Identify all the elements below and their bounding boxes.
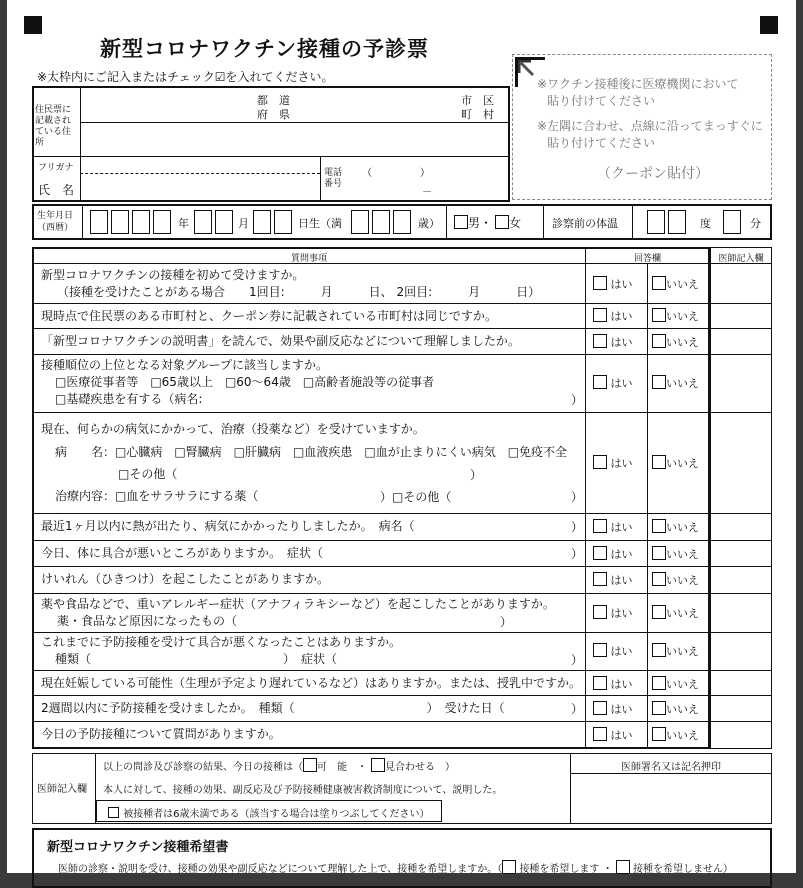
answer-8 (593, 572, 633, 588)
city-label-1: 市 区 (461, 94, 494, 107)
day-age-label: 日生（満 (298, 217, 342, 230)
phone-input[interactable] (350, 160, 506, 198)
divider (33, 513, 772, 514)
no-label: いいえ (666, 729, 699, 742)
doctor-notes-column (710, 247, 772, 749)
question-6-paren: ） (571, 520, 584, 534)
phone-paren-open: （ (362, 168, 372, 179)
coupon-placeholder: （クーポン貼付） (597, 166, 709, 182)
female-checkbox[interactable] (495, 215, 509, 229)
answer-7-no (652, 546, 699, 562)
coupon-note-1: ※ワクチン接種後に医療機関において (537, 77, 739, 91)
no-checkbox[interactable] (652, 605, 666, 619)
answer-10-no (652, 643, 699, 659)
answer-12 (593, 701, 633, 717)
answer-3-no (652, 334, 699, 350)
divider (632, 205, 633, 239)
answer-2 (593, 308, 633, 324)
question-9 (41, 596, 555, 630)
yes-checkbox[interactable] (593, 334, 607, 348)
yes-label: はい (610, 645, 633, 658)
doctor-header: 医師記入欄 (718, 254, 764, 264)
question-2-text: 現時点で住民票のある市町村と、クーポン券に記載されている市町村は同じですか。 (41, 309, 498, 323)
yes-checkbox[interactable] (593, 375, 607, 389)
question-5-diseases: 病 名：□心臓病 □腎臓病 □肝臓病 □血液疾患 □血が止まりにくい病気 □免疫不全 (55, 445, 568, 459)
no-checkbox[interactable] (652, 676, 666, 690)
divider (543, 205, 544, 239)
question-4 (41, 357, 434, 408)
answer-7 (593, 546, 633, 562)
question-11-text: 現在妊娠している可能性（生理が予定より遅れているなど）はありますか。または、授乳中ですか。 (41, 676, 582, 690)
no-label: いいえ (666, 548, 699, 561)
signature-label: 医師署名又は記名押印 (621, 762, 721, 773)
no-label: いいえ (666, 678, 699, 691)
yes-label: はい (610, 521, 633, 534)
age-close-label: 歳） (418, 217, 440, 230)
answer-11-no (652, 676, 699, 692)
question-4-disease: □基礎疾患を有する（病名: (55, 392, 203, 406)
divider (320, 156, 321, 201)
sex-field (454, 214, 521, 231)
divider (33, 540, 772, 541)
question-13-text: 今日の予防接種について質問がありますか。 (41, 727, 281, 741)
name-label: 氏 名 (38, 183, 75, 197)
no-checkbox[interactable] (652, 375, 666, 389)
no-checkbox[interactable] (652, 334, 666, 348)
question-1-dates: （接種を受けたことがある場合 1回目: 月 日、 2回目: 月 日） (57, 285, 541, 299)
yes-label: はい (610, 607, 633, 620)
no-label: いいえ (666, 336, 699, 349)
temperature-label: 診察前の体温 (552, 217, 618, 230)
divider (80, 173, 320, 174)
answer-header: 回答欄 (633, 254, 661, 264)
address-input[interactable] (82, 124, 508, 154)
form-title: 新型コロナワクチン接種の予診票 (100, 37, 429, 61)
no-label: いいえ (666, 310, 699, 323)
yes-checkbox[interactable] (593, 546, 607, 560)
yes-label: はい (610, 574, 633, 587)
phone-label: 電話番号 (324, 168, 343, 189)
no-label: いいえ (666, 377, 699, 390)
yes-checkbox[interactable] (593, 455, 607, 469)
yes-checkbox[interactable] (593, 727, 607, 741)
age-digit-1[interactable] (351, 210, 369, 234)
no-checkbox[interactable] (652, 572, 666, 586)
year-digit-2[interactable] (111, 210, 129, 234)
answer-1-no (652, 276, 699, 292)
male-checkbox[interactable] (454, 215, 468, 229)
day-digit-1[interactable] (253, 210, 271, 234)
coupon-paste-area (512, 54, 772, 200)
question-9-cause: 薬・食品など原因になったもの（ (57, 614, 238, 628)
wish-title: 新型コロナワクチン接種希望書 (47, 840, 229, 855)
no-label: いいえ (666, 607, 699, 620)
question-12-paren: ） (571, 702, 584, 716)
coupon-note-3: ※左隅に合わせ、点線に沿ってまっすぐに (537, 119, 763, 133)
divider (446, 205, 447, 239)
yes-label: はい (610, 457, 633, 470)
answer-4-no (652, 375, 699, 391)
temp-decimal-digit[interactable] (723, 210, 741, 234)
question-5-treatment: 治療内容：□血をサラサラにする薬（ (55, 489, 259, 503)
answer-11 (593, 676, 633, 692)
no-checkbox[interactable] (652, 727, 666, 741)
no-checkbox[interactable] (652, 519, 666, 533)
temp-degree-label: 度 (700, 217, 711, 230)
divider (33, 632, 772, 633)
question-10-detail: 種類（ ） 症状（ (55, 652, 338, 666)
divider (33, 566, 772, 567)
divider (33, 328, 772, 329)
answer-8-no (652, 572, 699, 588)
female-label: 女 (509, 216, 522, 230)
age-digit-2[interactable] (372, 210, 390, 234)
question-4-text: 接種順位の上位となる対象グループに該当しますか。 (41, 358, 329, 372)
divider (80, 87, 81, 201)
divider (33, 412, 772, 413)
wish-question: 医師の診察・説明を受け、接種の効果や副反応などについて理解した上で、接種を希望しますか。（ (58, 864, 503, 875)
answer-13 (593, 727, 633, 743)
under-six-line (108, 805, 430, 820)
no-label: いいえ (666, 457, 699, 470)
yes-checkbox[interactable] (593, 308, 607, 322)
question-5-other: □その他（ (118, 467, 178, 481)
divider (33, 721, 772, 722)
wish-yes-label: 接種を希望します ・ (519, 864, 613, 875)
under-six-label: 被接種者は6歳未満である（該当する場合は塗りつぶしてください） (123, 809, 430, 820)
question-9-text: 薬や食品などで、重いアレルギー症状（アナフィラキシーなど）を起こしたことがありますか。 (41, 597, 555, 611)
divider (33, 593, 772, 594)
possible-checkbox[interactable] (303, 758, 317, 772)
yes-label: はい (610, 310, 633, 323)
yes-checkbox[interactable] (593, 605, 607, 619)
answer-4 (593, 375, 633, 391)
question-header: 質問事項 (290, 254, 327, 264)
age-digit-3[interactable] (393, 210, 411, 234)
divider (585, 248, 586, 748)
wish-no-label: 接種を希望しません） (632, 864, 733, 875)
possible-label: 可 能 ・ (317, 762, 367, 773)
no-checkbox[interactable] (652, 701, 666, 715)
address-label: 住民票に記載されている住所 (35, 105, 72, 148)
no-checkbox[interactable] (652, 546, 666, 560)
month-label: 月 (238, 217, 249, 230)
divider (33, 670, 772, 671)
question-7-text: 今日、体に具合が悪いところがありますか。 症状（ (41, 546, 324, 560)
answer-3 (593, 334, 633, 350)
yes-checkbox[interactable] (593, 676, 607, 690)
no-label: いいえ (666, 645, 699, 658)
temp-digit-2[interactable] (668, 210, 686, 234)
question-1-text: 新型コロナワクチンの接種を初めて受けますか。 (41, 268, 305, 282)
instruction-note: ※太枠内にご記入またはチェック☑を入れてください。 (37, 70, 334, 84)
divider (33, 354, 772, 355)
year-digit-4[interactable] (153, 210, 171, 234)
postpone-checkbox[interactable] (371, 758, 385, 772)
answer-2-no (652, 308, 699, 324)
city-label-2: 町 村 (461, 108, 494, 121)
divider (33, 303, 772, 304)
no-checkbox[interactable] (652, 276, 666, 290)
question-5-text: 現在、何らかの病気にかかって、治療（投薬など）を受けていますか。 (41, 422, 425, 436)
phone-paren-close: ） (420, 168, 430, 179)
question-4-paren: ） (571, 393, 584, 407)
no-label: いいえ (666, 278, 699, 291)
signature-field[interactable] (572, 775, 770, 822)
no-label: いいえ (666, 703, 699, 716)
furigana-input[interactable] (82, 158, 318, 172)
question-12-text: 2週間以内に予防接種を受けましたか。 種類（ ） 受けた日（ (41, 701, 505, 715)
answer-6 (593, 519, 633, 535)
prefecture-label-2: 府 県 (257, 108, 290, 121)
month-digit-2[interactable] (215, 210, 233, 234)
temp-digit-1[interactable] (647, 210, 665, 234)
answer-5 (593, 455, 633, 471)
phone-dash: － (422, 187, 432, 198)
no-label: いいえ (666, 521, 699, 534)
wish-yes-checkbox[interactable] (502, 860, 516, 874)
no-checkbox[interactable] (652, 643, 666, 657)
under-six-checkbox[interactable] (108, 807, 119, 818)
yes-checkbox[interactable] (593, 643, 607, 657)
question-7-paren: ） (571, 547, 584, 561)
question-10-text: これまでに予防接種を受けて具合が悪くなったことはありますか。 (41, 635, 402, 649)
answer-9-no (652, 605, 699, 621)
month-digit-1[interactable] (194, 210, 212, 234)
dob-label: 生年月日（西暦） (37, 211, 74, 233)
question-5-other-paren: ） (470, 468, 483, 482)
temp-minute-label: 分 (750, 217, 761, 230)
answer-12-no (652, 701, 699, 717)
answer-9 (593, 605, 633, 621)
no-checkbox[interactable] (652, 455, 666, 469)
divider (32, 156, 510, 157)
day-digit-2[interactable] (274, 210, 292, 234)
furigana-label: フリガナ (38, 163, 74, 173)
no-checkbox[interactable] (652, 308, 666, 322)
year-label: 年 (178, 217, 189, 230)
coupon-note-4: 貼り付けてください (547, 136, 656, 150)
yes-label: はい (610, 678, 633, 691)
yes-checkbox[interactable] (593, 572, 607, 586)
divider (80, 122, 510, 123)
male-label: 男・ (468, 216, 493, 230)
answer-5-no (652, 455, 699, 471)
divider (647, 263, 648, 748)
yes-label: はい (610, 703, 633, 716)
registration-mark-right (760, 16, 778, 34)
yes-checkbox[interactable] (593, 276, 607, 290)
question-10 (41, 634, 401, 668)
yes-checkbox[interactable] (593, 519, 607, 533)
name-input[interactable] (82, 175, 318, 200)
yes-checkbox[interactable] (593, 701, 607, 715)
answer-6-no (652, 519, 699, 535)
question-5-treatment-other: ）□その他（ (380, 490, 452, 504)
question-4-groups: □医療従事者等 □65歳以上 □60～64歳 □高齢者施設等の従事者 (55, 375, 435, 389)
question-6-text: 最近1ヶ月以内に熱が出たり、病気にかかったりしましたか。 病名（ (41, 519, 415, 533)
divider (570, 773, 772, 774)
answer-13-no (652, 727, 699, 743)
yes-label: はい (610, 278, 633, 291)
yes-label: はい (610, 336, 633, 349)
year-digit-3[interactable] (132, 210, 150, 234)
answer-1 (593, 276, 633, 292)
prefecture-label-1: 都 道 (257, 94, 290, 107)
doctor-explained-text: 本人に対して、接種の効果、副反応及び予防接種健康被害救済制度について、説明した。 (103, 785, 503, 796)
divider (82, 205, 83, 239)
yes-label: はい (610, 548, 633, 561)
question-5-treatment-paren: ） (571, 490, 584, 504)
divider (33, 695, 772, 696)
question-8-text: けいれん（ひきつけ）を起こしたことがありますか。 (41, 572, 330, 586)
question-3-text: 「新型コロナワクチンの説明書」を読んで、効果や副反応などについて理解しましたか。 (41, 334, 520, 348)
doctor-decision-line (103, 758, 455, 773)
no-label: いいえ (666, 574, 699, 587)
answer-10 (593, 643, 633, 659)
decision-prefix: 以上の問診及び診察の結果、今日の接種は（ (103, 762, 303, 773)
registration-mark-left (24, 16, 42, 34)
yes-label: はい (610, 377, 633, 390)
coupon-note-2: 貼り付けてください (547, 94, 656, 108)
wish-no-checkbox[interactable] (616, 860, 630, 874)
question-10-paren: ） (571, 653, 584, 667)
yes-label: はい (610, 729, 633, 742)
question-1 (41, 267, 540, 301)
year-digit-1[interactable] (90, 210, 108, 234)
doctor-section-label: 医師記入欄 (37, 784, 87, 795)
postpone-label: 見合わせる ） (385, 762, 455, 773)
question-9-paren: ） (500, 615, 513, 629)
